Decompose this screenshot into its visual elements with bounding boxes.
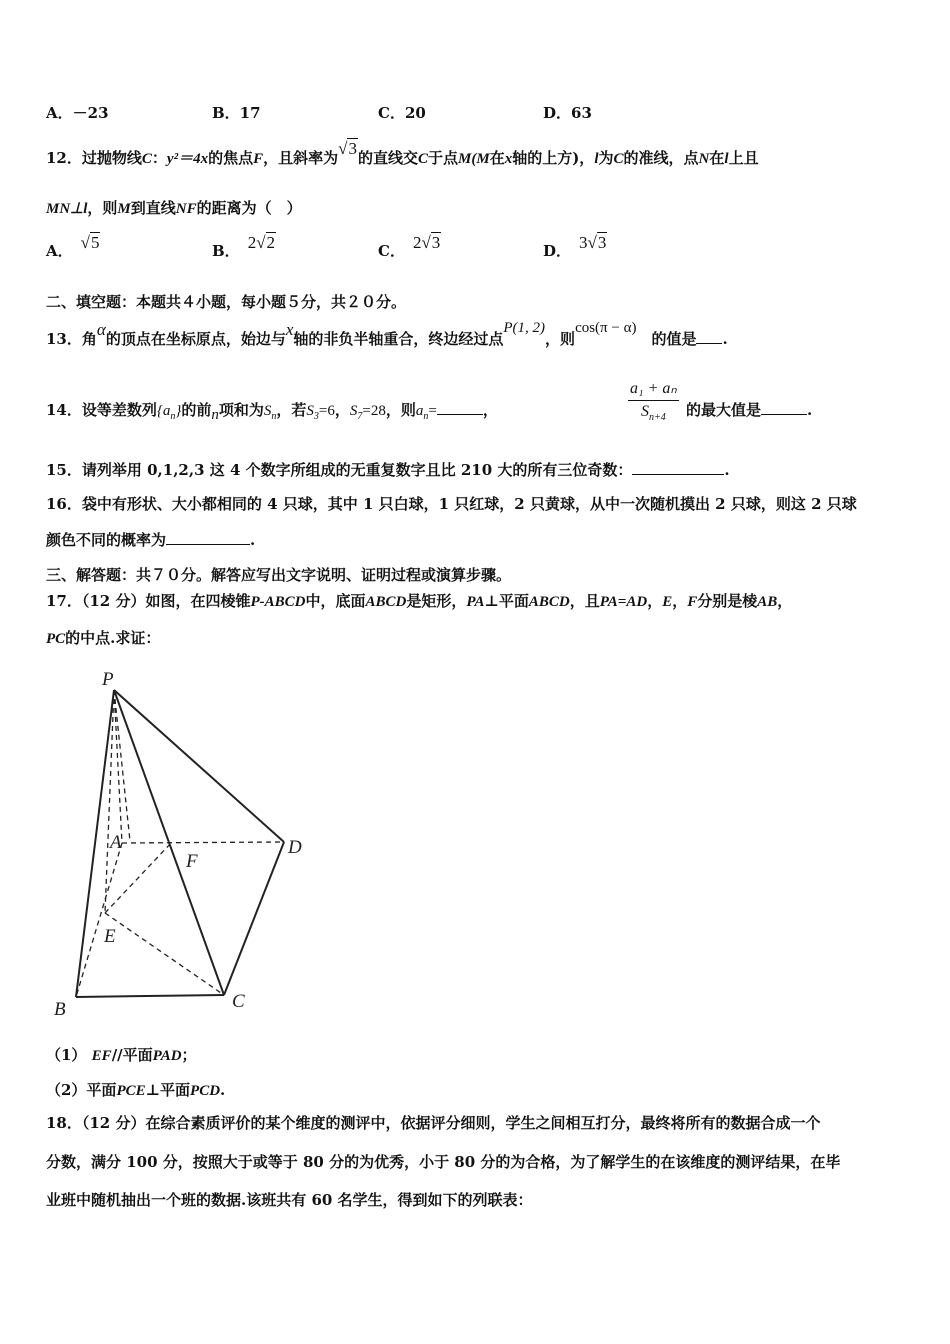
q12-line2: MN⊥l，则M到直线NF的距离为（ ） [46,199,302,217]
q12-line1: 12．过抛物线C：y²＝4x的焦点F，且斜率为√3的直线交C于点M(M在x轴的上方)，l为C的准线，点N在l上且 [46,139,759,167]
q12-option-b: B． 2√2 [212,233,276,260]
label-A: A [110,832,122,853]
edge-AD [122,842,284,843]
edge-EC [105,913,224,995]
q11-option-b: B．17 [212,104,261,122]
q17-line1: 17．（12 分）如图，在四棱锥P-ABCD中，底面ABCD是矩形，PA⊥平面ABCD，且PA=AD，E，F分别是棱AB， [46,592,793,610]
q11-option-d: D．63 [543,104,592,122]
q17-part1: （1） EF//平面PAD； [46,1046,197,1064]
section-2-heading: 二、填空题：本题共４小题，每小题５分，共２０分。 [46,293,407,311]
label-D: D [288,837,302,858]
q18-line3: 业班中随机抽出一个班的数据.该班共有 60 名学生，得到如下的列联表： [46,1191,533,1209]
hidden-edges [76,690,284,997]
q12-option-d: D． 3√3 [543,233,607,260]
q14-tail: 的最大值是 . [686,401,813,419]
q18-line2: 分数，满分 100 分，按照大于或等于 80 分的为优秀，小于 80 分的为合格，为了解学生的在该维度的测评结果，在毕 [46,1153,841,1171]
q12-option-c: C． 2√3 [378,233,441,260]
q15: 15．请列举用 0,1,2,3 这 4 个数字所组成的无重复数字且比 210 大的所有三位奇数： . [46,461,730,479]
q17-line2: PC的中点.求证： [46,629,161,647]
q17-part2: （2）平面PCE⊥平面PCD. [46,1081,226,1099]
q14: 14．设等差数列$\{a_n\}$的前n项和为$S_n$，若$S_3=6$，$S_7=28$，则$a_n=$ ， [46,401,498,423]
q14-fraction: $\frac{\text{a₁ + aₙ}}{S_{n+4}}$ [630,380,677,424]
pyramid-figure [52,665,312,1025]
edge-PD [114,690,284,842]
q13: 13．角α的顶点在坐标原点，始边与x轴的非负半轴重合，终边经过点P(1, 2)，则cos(π − α) 的值是 . [46,320,728,348]
q11-option-a: A．－23 [46,104,109,122]
label-B: B [54,999,66,1020]
edge-BC [76,995,224,997]
label-E: E [104,926,116,947]
label-P: P [102,669,114,690]
edge-PA [114,690,122,843]
label-F: F [186,851,198,872]
section-3-heading: 三、解答题：共７０分。解答应写出文字说明、证明过程或演算步骤。 [46,566,512,584]
q16-line1: 16．袋中有形状、大小都相同的 4 只球，其中 1 只白球，1 只红球，2 只黄球，从中一次随机摸出 2 只球，则这 2 只球 [46,495,857,513]
sqrt-3: √3 [338,139,357,158]
q16-line2: 颜色不同的概率为 . [46,531,256,549]
q18-line1: 18．（12 分）在综合素质评价的某个维度的测评中，依据评分细则，学生之间相互打分，最终将所有的数据合成一个 [46,1114,821,1132]
label-C: C [232,991,245,1012]
q11-option-c: C．20 [378,104,426,122]
edge-CD [224,842,284,995]
q12-option-a: A． √5 [46,233,100,260]
